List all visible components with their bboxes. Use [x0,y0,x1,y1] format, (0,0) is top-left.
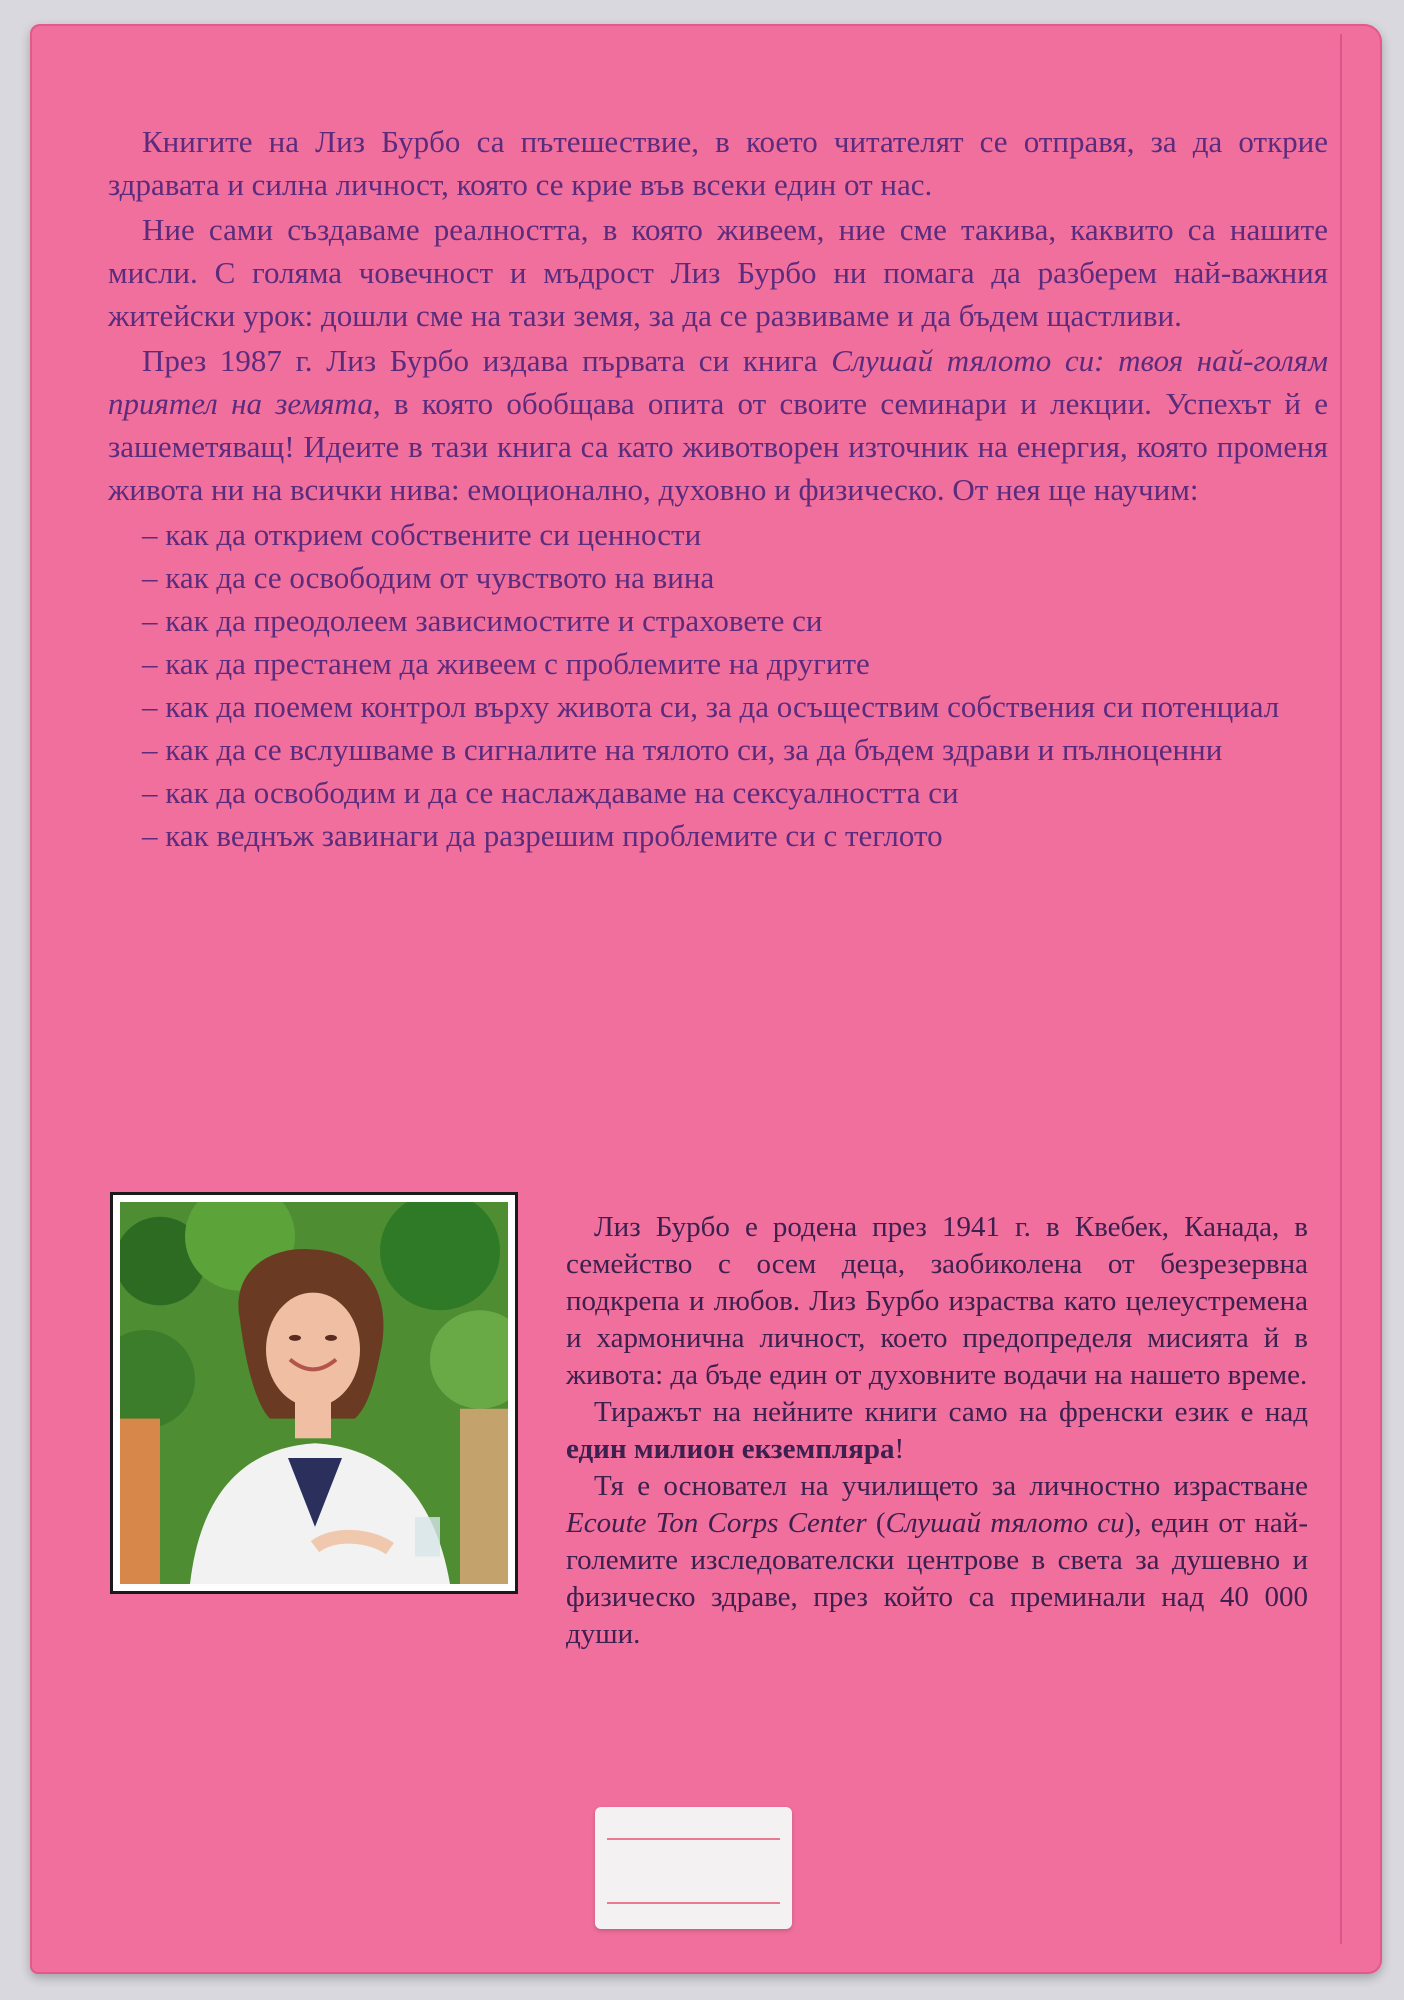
bio-center-translation: Слушай тялото си [885,1507,1125,1539]
spine-edge [1340,34,1342,1944]
book-back-cover [30,24,1382,1974]
benefits-list [108,513,1328,857]
list-item: – как да се освободим от чувството на вина [142,560,715,595]
bio-circulation-start: Тиражът на нейните книги само на френски език е над [594,1396,1308,1428]
sticker-line [607,1838,780,1840]
list-item: – как да престанем да живеем с проблемите на другите [142,646,870,681]
book-title: Слушай тялото си: твоя най-голям приятел на земята [108,343,1329,421]
paragraph-intro: Книгите на Лиз Бурбо са пътешествие, в което читателят се отправя, за да открие здравата и силна личност, която се крие във всеки един от нас. [108,124,1328,202]
author-photo [120,1202,508,1584]
bio-paragraph-center [566,1468,1308,1653]
list-item: – как да открием собствените си ценности [142,517,702,552]
list-item: – как да освободим и да се наслаждаваме на сексуалността си [142,775,959,810]
bio-center-start: Тя е основател на училището за личностно израстване [594,1470,1308,1502]
author-photo-illustration [120,1202,508,1584]
bio-center-mid: ( [866,1507,886,1539]
bio-center-end: ), един от най-големите изследователски центрове в света за душевно и физическо здраве, през който са преминали над 40 000 души. [566,1507,1308,1650]
paragraph-first-book-end: , в която обобщава опита от своите семинари и лекции. Успехът й е зашеметяващ! Идеите в тази книга са като животворен източник на енергия, която променя живота ни на всички нива: емоционално, духовно и физическо. От нея ще научим: [108,386,1328,507]
author-photo-frame [110,1192,518,1594]
list-item: – как веднъж завинаги да разрешим проблемите си с теглото [142,818,943,853]
bio-center-name: Ecoute Ton Corps Center [566,1507,867,1539]
bio-paragraph-circulation [566,1394,1308,1468]
list-item: – как да преодолеем зависимостите и страховете си [142,603,823,638]
bio-paragraph-birth: Лиз Бурбо е родена през 1941 г. в Квебек, Канада, в семейство с осем деца, заобиколена от безрезервна подкрепа и любов. Лиз Бурбо израства като целеустремена и хармонична личност, което предопределя мисията й в живота: да бъде един от духовните водачи на нашето време. [566,1211,1308,1391]
author-bio [566,1209,1308,1653]
bio-circulation-highlight: един милион екземпляра [566,1433,895,1465]
price-sticker [595,1807,792,1929]
list-item: – как да се вслушваме в сигналите на тялото си, за да бъдем здрави и пълноценни [142,732,1223,767]
bio-circulation-end: ! [894,1433,905,1465]
paragraph-first-book [108,339,1328,511]
description-text [108,120,1328,857]
sticker-line [607,1902,780,1904]
paragraph-reality: Ние сами създаваме реалността, в която живеем, ние сме такива, каквито са нашите мисли. С голяма човечност и мъдрост Лиз Бурбо ни помага да разберем най-важния житейски урок: дошли сме на тази земя, за да се развиваме и да бъдем щастливи. [108,212,1328,333]
paragraph-first-book-start: През 1987 г. Лиз Бурбо издава първата си книга [142,343,832,378]
list-item: – как да поемем контрол върху живота си, за да осъществим собствения си потенциал [142,689,1280,724]
